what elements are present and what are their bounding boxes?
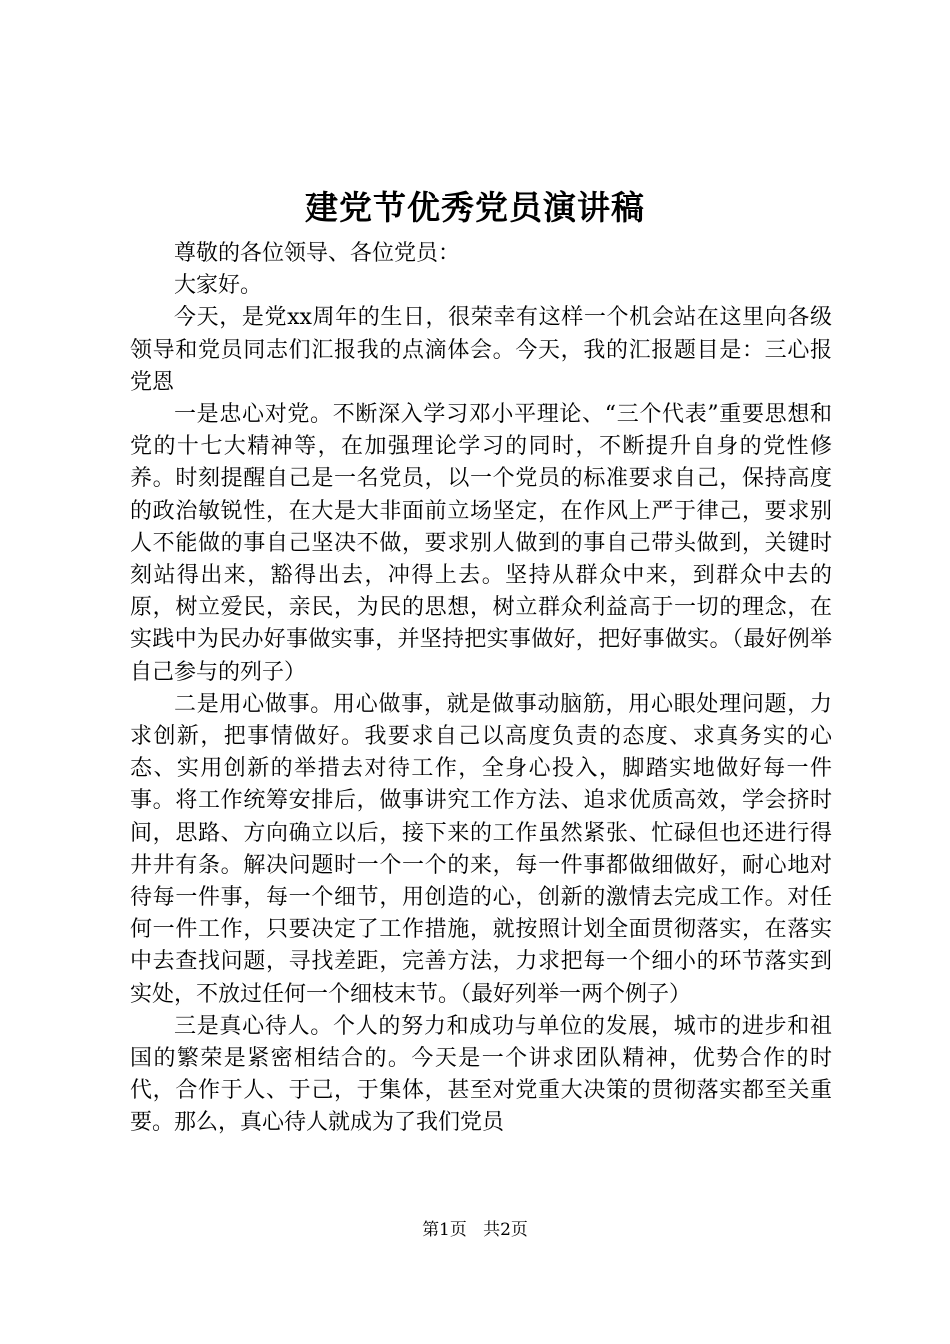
paragraph-diligence: 二是用心做事。用心做事，就是做事动脑筋，用心眼处理问题，力求创新，把事情做好。我要求自己以高度负责的态度、求真务实的心态、实用创新的举措去对待工作，全身心投入，脚踏实地做好每一件事。将工作统筹安排后，做事讲究工作方法、追求优质高效，学会挤时间，思路、方向确立以后，接下来的工作虽然紧张、忙碌但也还进行得井井有条。解决问题时一个一个的来，每一件事都做细做好，耐心地对待每一件事，每一个细节，用创造的心，创新的激情去完成工作。对任何一件工作，只要决定了工作措施，就按照计划全面贯彻落实，在落实中去查找问题，寻找差距，完善方法，力求把每一个细小的环节落实到实处，不放过任何一个细枝末节。（最好列举一两个例子） [130, 691, 832, 1007]
paragraph-salutation: 尊敬的各位领导、各位党员： [174, 241, 461, 266]
paragraph-loyalty: 一是忠心对党。不断深入学习邓小平理论、“三个代表”重要思想和党的十七大精神等，在加强理论学习的同时，不断提升自身的党性修养。时刻提醒自己是一名党员，以一个党员的标准要求自己，保持高度的政治敏锐性，在大是大非面前立场坚定，在作风上严于律己，要求别人不能做的事自己坚决不做，要求别人做到的事自己带头做到，关键时刻站得出来，豁得出去，冲得上去。坚持从群众中来，到群众中去的原，树立爱民，亲民，为民的思想，树立群众利益高于一切的理念，在实践中为民办好事做实事，并坚持把实事做好，把好事做实。（最好例举自己参与的列子） [130, 402, 832, 685]
page-number-current: 第1页 [422, 1220, 467, 1240]
paragraph-greeting: 大家好。 [174, 273, 263, 299]
page-number-total: 共2页 [483, 1220, 528, 1240]
page-footer [0, 1218, 950, 1242]
footer-gap [472, 1220, 477, 1240]
document-body [130, 238, 832, 1140]
paragraph-intro: 今天，是党xx周年的生日，很荣幸有这样一个机会站在这里向各级领导和党员同志们汇报我的点滴体会。今天，我的汇报题目是：三心报党恩 [130, 305, 832, 395]
document-title: 建党节优秀党员演讲稿 [305, 188, 645, 227]
paragraph-sincerity: 三是真心待人。个人的努力和成功与单位的发展，城市的进步和祖国的繁荣是紧密相结合的。今天是一个讲求团队精神，优势合作的时代，合作于人、于己，于集体，甚至对党重大决策的贯彻落实都至关重要。那么，真心待人就成为了我们党员 [130, 1013, 832, 1136]
